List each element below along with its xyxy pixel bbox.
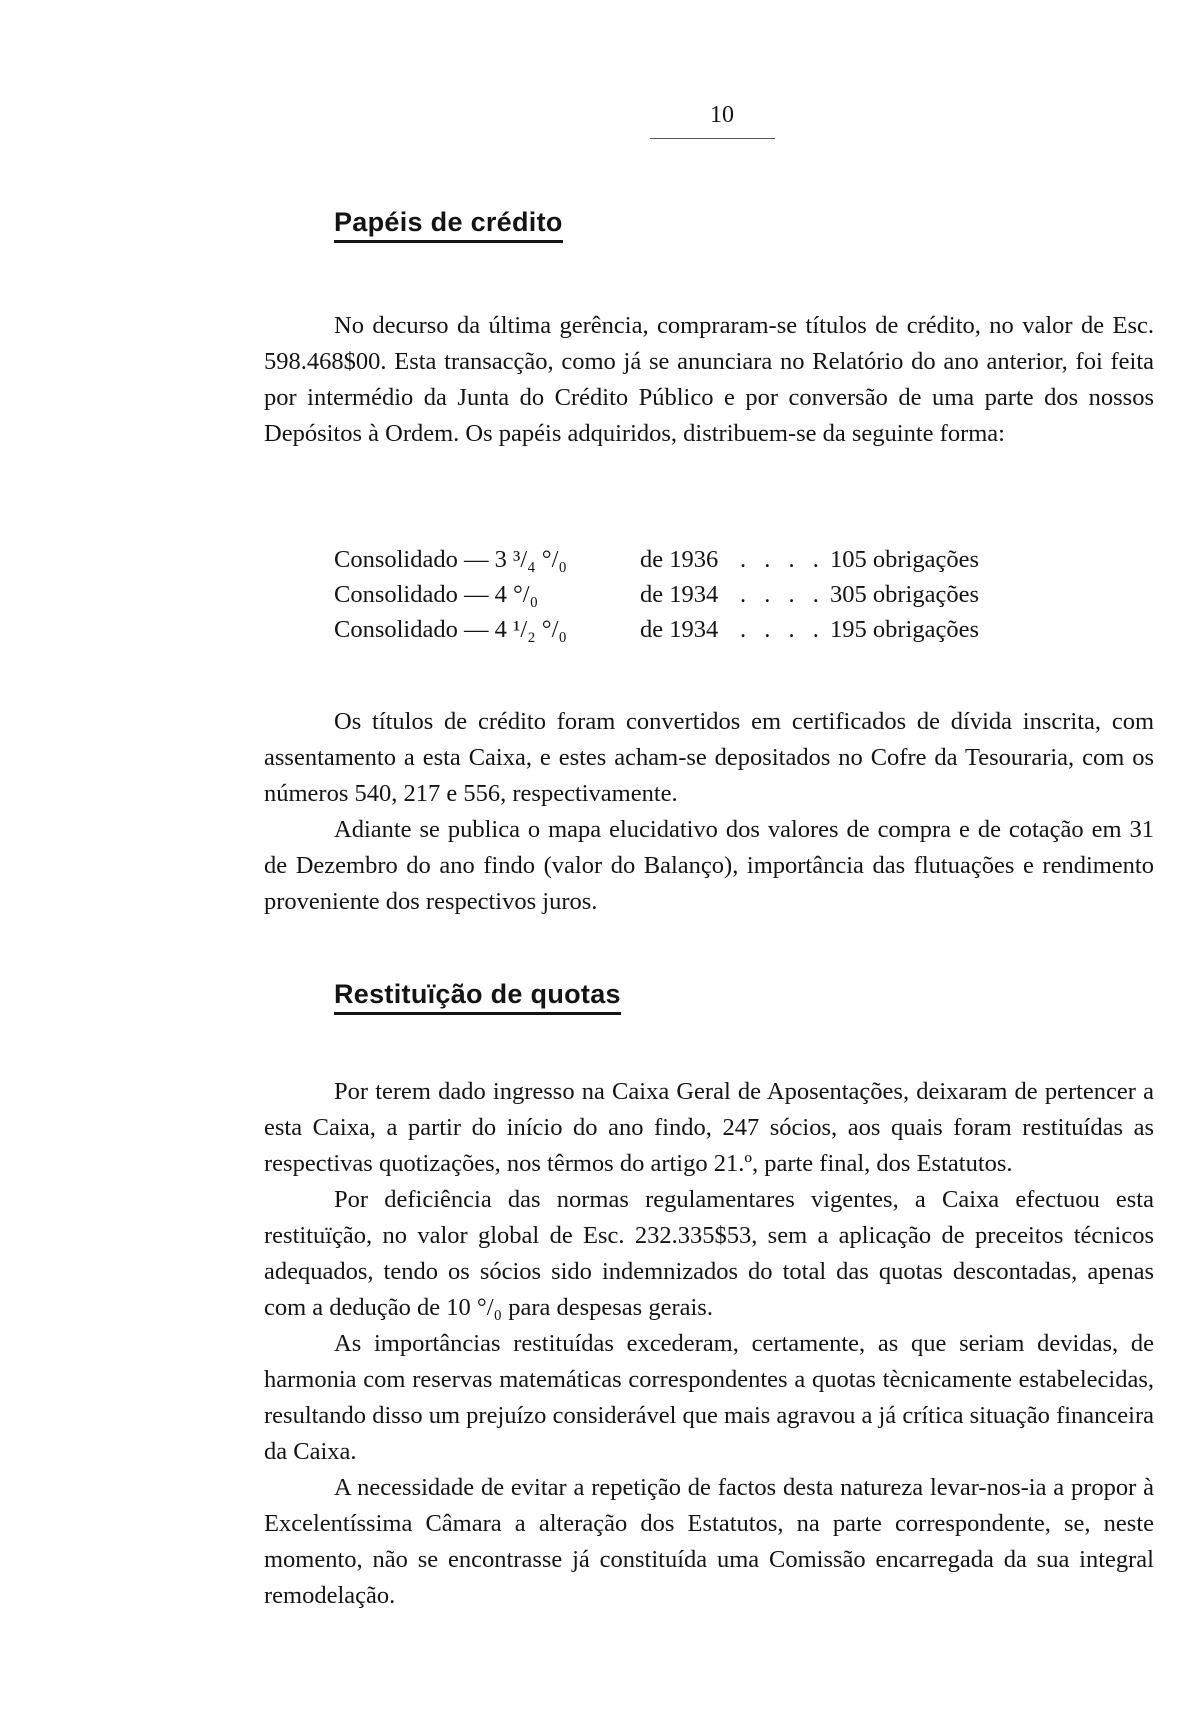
bond-leader-dots: . . . . xyxy=(740,581,825,608)
section-heading-papeis-de-credito: Papéis de crédito xyxy=(334,208,563,243)
paragraph: As importâncias restituídas excederam, certamente, as que seriam devidas, de harmonia com reservas matemáticas correspondentes a quotas tècnicamente estabelecidas, resultando disso um prejuízo considerável que mais agravou a já crítica situação financeira da Caixa. xyxy=(264,1330,1154,1465)
section-2-body xyxy=(264,1074,1154,1614)
paragraph: Por terem dado ingresso na Caixa Geral de Aposentações, deixaram de pertencer a esta Caixa, a partir do início do ano findo, 247 sócios, aos quais foram restituídas as respectivas quotizações, nos têrmos do artigo 21.º, parte final, dos Estatutos. xyxy=(264,1078,1154,1177)
bond-leader-dots: . . . . xyxy=(740,546,825,573)
paragraph: Os títulos de crédito foram convertidos em certificados de dívida inscrita, com assentamento a esta Caixa, e estes acham-se depositados no Cofre da Tesouraria, com os números 540, 217 e 556, respectivamente. xyxy=(264,708,1154,807)
page-number: 10 xyxy=(710,102,734,128)
bond-year: de 1934 xyxy=(640,616,719,643)
bond-row xyxy=(334,577,1094,612)
section-1-intro xyxy=(264,308,1154,452)
bond-count: 195 obrigações xyxy=(830,616,979,643)
bond-count: 105 obrigações xyxy=(830,546,979,573)
bond-name: Consolidado — 4 ¹/₂ °/₀ xyxy=(334,616,567,643)
bond-name: Consolidado — 3 ³/₄ °/₀ xyxy=(334,546,567,573)
bond-row xyxy=(334,542,1094,577)
bond-list xyxy=(334,542,1094,647)
bond-year: de 1934 xyxy=(640,581,719,608)
section-1-body xyxy=(264,704,1154,920)
bond-leader-dots: . . . . xyxy=(740,616,825,643)
bond-name: Consolidado — 4 °/₀ xyxy=(334,581,539,608)
page-number-rule xyxy=(650,138,775,139)
bond-year: de 1936 xyxy=(640,546,719,573)
section-heading-restituicao-de-quotas: Restituïção de quotas xyxy=(334,980,621,1015)
bond-row xyxy=(334,612,1094,647)
paragraph: No decurso da última gerência, compraram-se títulos de crédito, no valor de Esc. 598.468$00. Esta transacção, como já se anunciara no Relatório do ano anterior, foi feita por intermédio da Junta do Crédito Público e por conversão de uma parte dos nossos Depósitos à Ordem. Os papéis adquiridos, distribuem-se da seguinte forma: xyxy=(264,312,1154,447)
paragraph: A necessidade de evitar a repetição de factos desta natureza levar-nos-ia a propor à Excelentíssima Câmara a alteração dos Estatutos, na parte correspondente, se, neste momento, não se encontrasse já constituída uma Comissão encarregada da sua integral remodelação. xyxy=(264,1474,1154,1609)
paragraph: Por deficiência das normas regulamentares vigentes, a Caixa efectuou esta restituïção, no valor global de Esc. 232.335$53, sem a aplicação de preceitos técnicos adequados, tendo os sócios sido indemnizados do total das quotas descontadas, apenas com a dedução de 10 °/₀ para despesas gerais. xyxy=(264,1186,1154,1321)
bond-count: 305 obrigações xyxy=(830,581,979,608)
paragraph: Adiante se publica o mapa elucidativo dos valores de compra e de cotação em 31 de Dezembro do ano findo (valor do Balanço), importância das flutuações e rendimento proveniente dos respectivos juros. xyxy=(264,816,1154,915)
